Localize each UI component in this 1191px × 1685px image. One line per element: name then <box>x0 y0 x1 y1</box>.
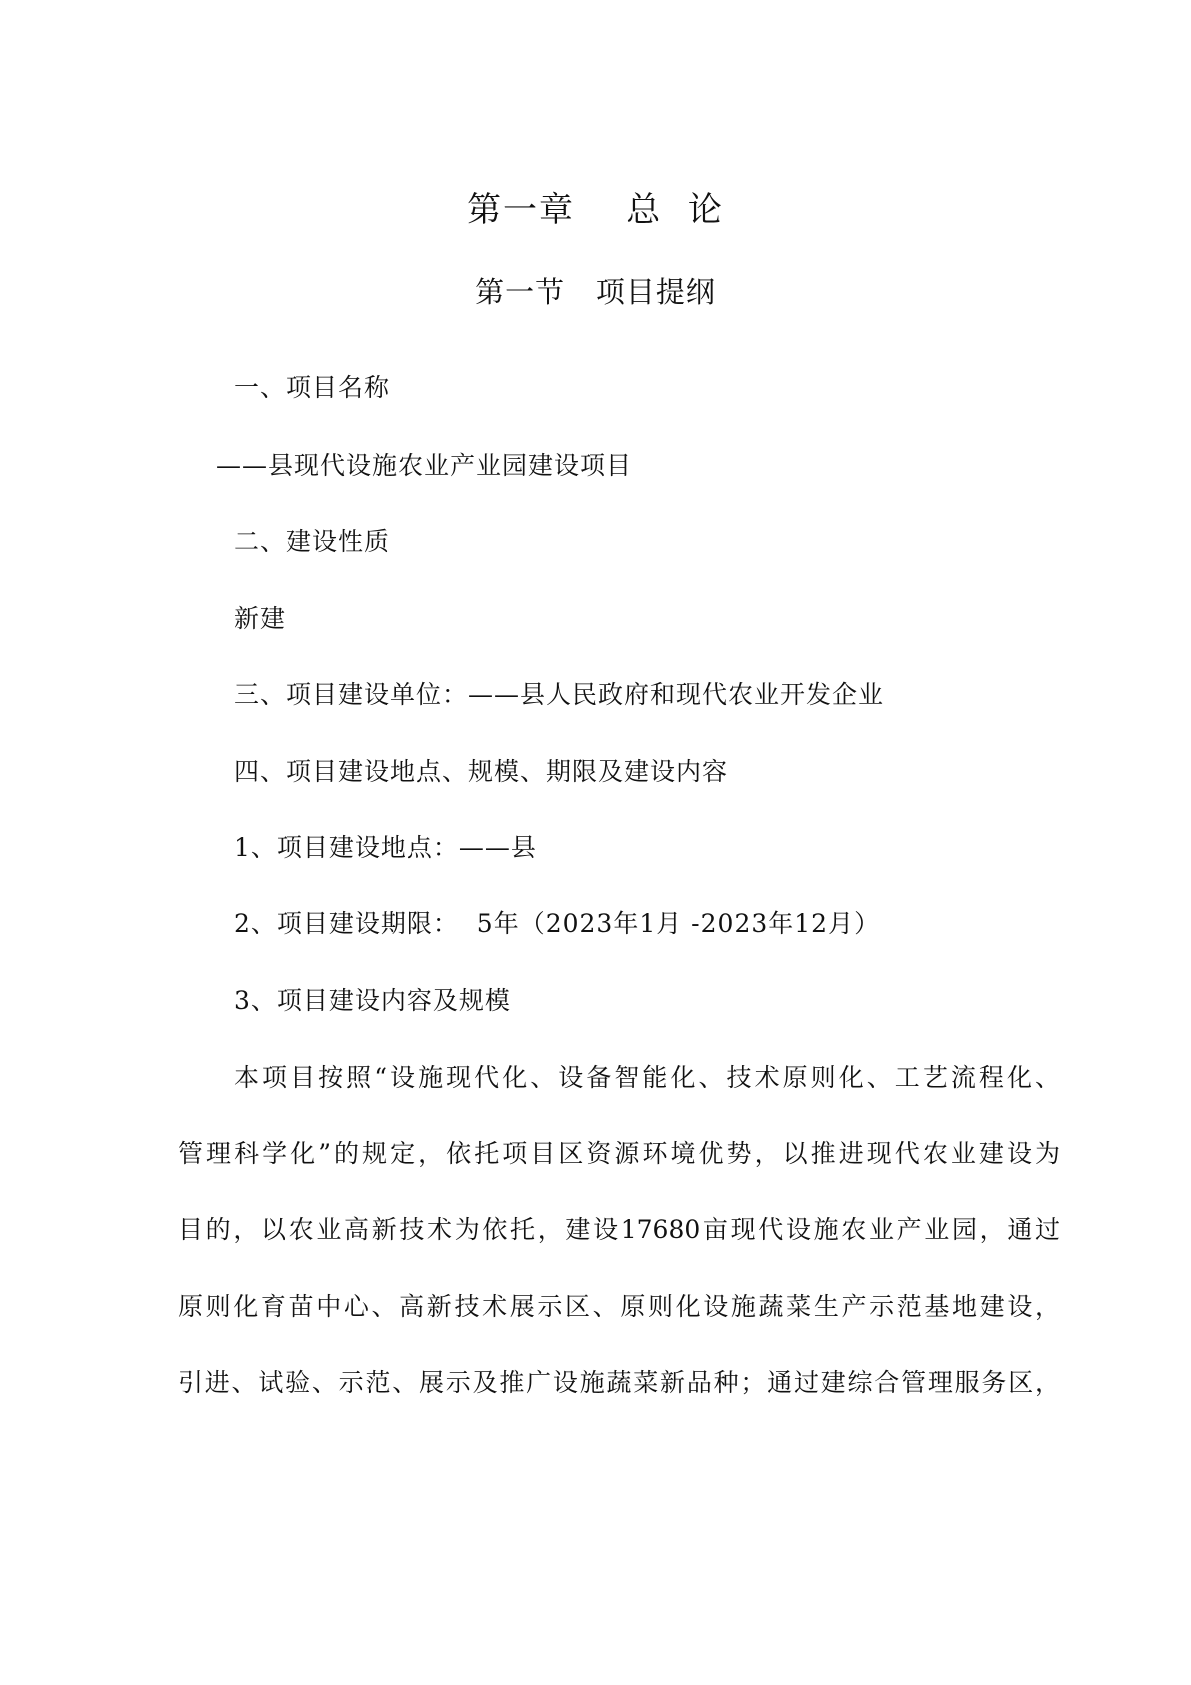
section-title: 第一节 项目提纲 <box>475 275 716 309</box>
heading-construction-nature: 二、建设性质 <box>234 527 391 556</box>
item-content-scale: 3、项目建设内容及规模 <box>234 986 511 1015</box>
project-name-value: ——县现代设施农业产业园建设项目 <box>216 451 633 480</box>
chapter-title: 第一章 总 论 <box>467 190 724 230</box>
item-period: 2、项目建设期限： 5年（2023年1月 -2023年12月） <box>234 909 881 938</box>
paragraph-line: 目的，以农业高新技术为依托，建设17680亩现代设施农业产业园，通过 <box>178 1215 1060 1244</box>
paragraph-line: 原则化育苗中心、高新技术展示区、原则化设施蔬菜生产示范基地建设， <box>178 1292 1060 1321</box>
item-location: 1、项目建设地点：——县 <box>234 833 537 862</box>
heading-project-name: 一、项目名称 <box>234 373 391 402</box>
paragraph-line: 本项目按照“设施现代化、设备智能化、技术原则化、工艺流程化、 <box>234 1063 1060 1092</box>
heading-location-scale: 四、项目建设地点、规模、期限及建设内容 <box>234 757 729 786</box>
construction-nature-value: 新建 <box>234 604 287 633</box>
paragraph-line: 管理科学化”的规定，依托项目区资源环境优势，以推进现代农业建设为 <box>178 1139 1060 1168</box>
paragraph-line: 引进、试验、示范、展示及推广设施蔬菜新品种；通过建综合管理服务区， <box>178 1368 1060 1397</box>
heading-construction-unit: 三、项目建设单位：——县人民政府和现代农业开发企业 <box>234 680 885 709</box>
